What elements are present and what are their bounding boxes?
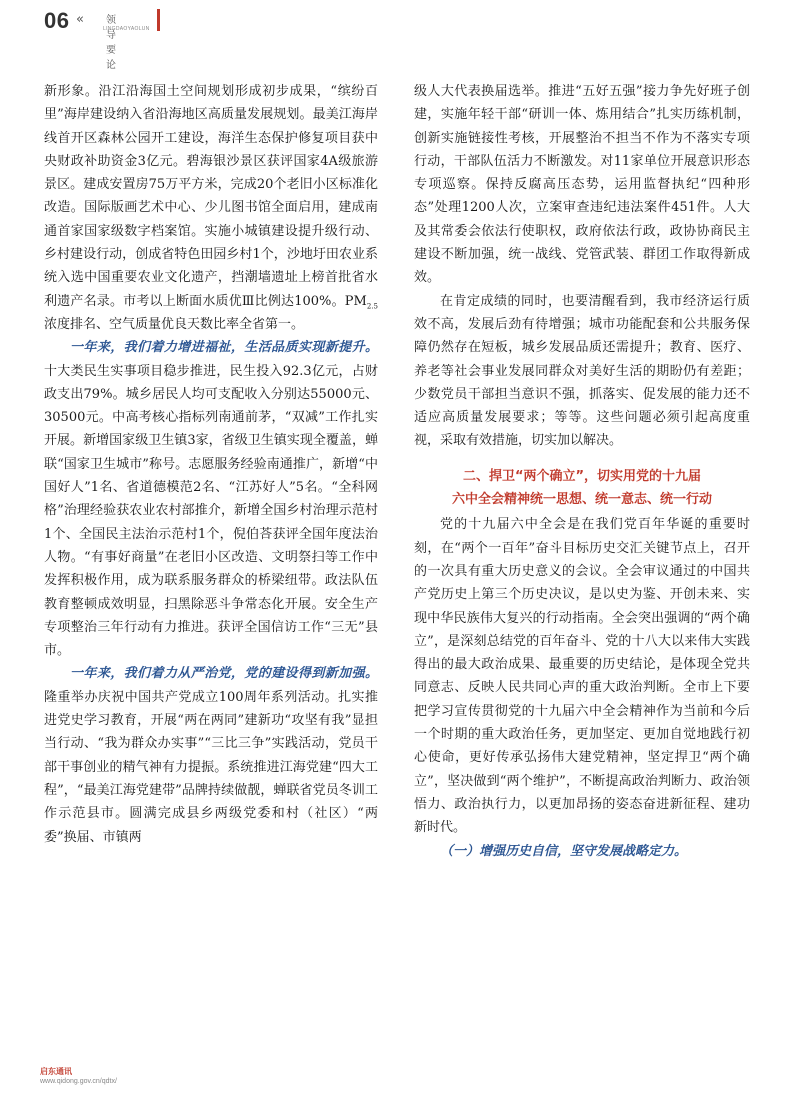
highlight-lead: 一年来，我们着力增进福祉，生活品质实现新提升。 bbox=[70, 340, 378, 356]
section-title: 领导要论 bbox=[106, 15, 116, 71]
subheading: （一）增强历史自信，坚守发展战略定力。 bbox=[440, 843, 688, 859]
section-heading-line-2: 六中全会精神统一思想、统一意志、统一行动 bbox=[451, 492, 712, 508]
section-divider bbox=[157, 9, 160, 31]
section-heading bbox=[414, 465, 750, 512]
pm-subscript: 2.5 bbox=[366, 302, 378, 311]
left-paragraph-1: 新形象。沿江沿海国土空间规划形成初步成果，“缤纷百里”海岸建设纳入省沿海地区高质量发展规划。最美江海岸线首开区森林公园开工建设，海洋生态保护修复项目获中央财政补助资金3亿元。碧海银沙景区获评国家4A级旅游景区。建成安置房75万平方米，完成20个老旧小区标准化改造。国际版画艺术中心、少儿图书馆全面启用，建成南通首家国家级数字档案馆。实施小城镇建设提升级行动、乡村建设行动，创成省特色田园乡村1个，沙地圩田农业系统入选中国重要农业文化遗产，挡潮墙遗址上榜首批省水利遗产名录。市考以上断面水质优Ⅲ比例达100%。$PM_{2.5}$浓度排名、空气质量优良天数比率全省第一。 bbox=[44, 84, 378, 332]
right-column bbox=[414, 80, 750, 863]
left-paragraph-3: 一年来，我们着力从严治党，党的建设得到新加强。隆重举办庆祝中国共产党成立100周年系列活动。扎实推进党史学习教育，开展“两在两同”建新功“攻坚有我”显担当行动、“我为群众办实事”“三比三争”实践活动，党员干部干事创业的精气神有力提振。系统推进江海党建“四大工程”，“最美江海党建带”品牌持续做靓，蝉联省党员冬训工作示范县市。圆满完成县乡两级党委和村（社区）“两委”换届、市镇两 bbox=[44, 666, 378, 845]
section-pinyin: LINGDAOYAOLUN bbox=[103, 26, 150, 32]
right-paragraph-2: 在肯定成绩的同时，也要清醒看到，我市经济运行质效不高，发展后劲有待增强；城市功能配套和公共服务保障仍然存在短板，城乡发展品质还需提升；教育、医疗、养老等社会事业发展同群众对美好生活的期盼仍有差距；少数党员干部担当意识不强，抓落实、促发展的能力还不适应高质量发展要求；等等。这些问题必须引起高度重视，采取有效措施，切实加以解决。 bbox=[414, 293, 750, 449]
chevron-left-icon: « bbox=[76, 12, 84, 27]
highlight-lead: 一年来，我们着力从严治党，党的建设得到新加强。 bbox=[70, 666, 378, 682]
page-number: 06 bbox=[44, 8, 70, 33]
footer-url: www.qidong.gov.cn/qdtx/ bbox=[40, 1078, 117, 1085]
footer-brand: 启东通讯 bbox=[40, 1067, 72, 1076]
left-column bbox=[44, 80, 378, 849]
section-heading-line-1: 二、捍卫“两个确立”，切实用党的十九届 bbox=[462, 468, 702, 484]
page-footer bbox=[40, 1066, 117, 1085]
left-paragraph-2: 一年来，我们着力增进福祉，生活品质实现新提升。十大类民生实事项目稳步推进，民生投入92.3亿元，占财政支出79%。城乡居民人均可支配收入分别达55000元、30500元。中高考核心指标列南通前茅，“双减”工作扎实开展。新增国家级卫生镇3家，省级卫生镇实现全覆盖，蝉联“国家卫生城市”称号。志愿服务经验南通推广，新增“中国好人”1名、省道德模范2名、“江苏好人”5名。“全科网格”治理经验获农业农村部推介，新增全国乡村治理示范村1个、全国民主法治示范村1个，倪伯荅获评全国年度法治人物。“有事好商量”在老旧小区改造、文明祭扫等工作中发挥积极作用，成为联系服务群众的桥梁纽带。政法队伍教育整顿成效明显，扫黑除恶斗争常态化开展。安全生产专项整治三年行动有力推进。获评全国信访工作“三无”县市。 bbox=[44, 340, 378, 659]
right-paragraph-1: 级人大代表换届选举。推进“五好五强”接力争先好班子创建，实施年轻干部“研训一体、炼用结合”扎实历练机制，创新实施链接性考核，开展整治不担当不作为不落实专项行动，干部队伍活力不断激发。对11家单位开展意识形态专项巡察。保持反腐高压态势，运用监督执纪“四种形态”处理1200人次，立案审查违纪违法案件451件。人大及其常委会依法行使职权，政府依法行政，政协协商民主建设不断加强，统一战线、党管武装、群团工作取得新成效。 bbox=[414, 84, 750, 286]
right-paragraph-3: 党的十九届六中全会是在我们党百年华诞的重要时刻，在“两个一百年”奋斗目标历史交汇关键节点上，召开的一次具有重大历史意义的会议。全会审议通过的中国共产党历史上第三个历史决议，是以史为鉴、开创未来、实现中华民族伟大复兴的行动指南。全会突出强调的“两个确立”，是深刻总结党的百年奋斗、党的十八大以来伟大实践得出的最大政治成果、最重要的历史结论，是体现全党共同意志、反映人民共同心声的重大政治判断。全市上下要把学习宣传贯彻党的十九届六中全会精神作为当前和今后一个时期的重大政治任务，更加坚定、更加自觉地践行初心使命，更好传承弘扬伟大建党精神，坚定捍卫“两个确立”，坚决做到“两个维护”，不断提高政治判断力、政治领悟力、政治执行力，以更加昂扬的姿态奋进新征程、建功新时代。 bbox=[414, 517, 750, 836]
